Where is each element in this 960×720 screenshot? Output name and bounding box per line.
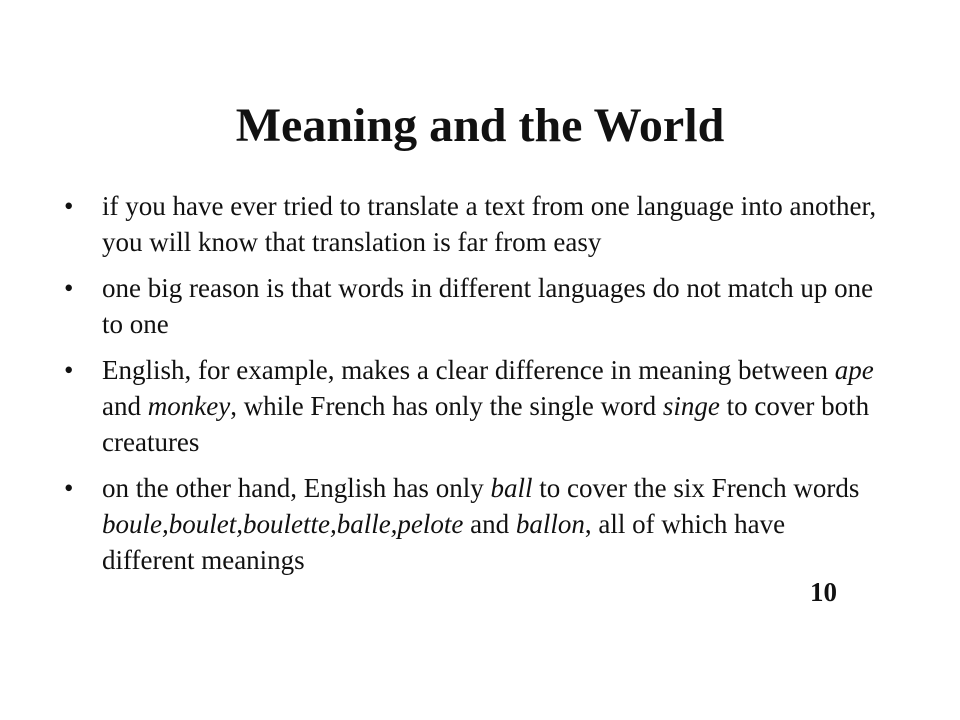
italic-term: ballon xyxy=(515,509,585,539)
bullet-text: to cover both creatures xyxy=(102,391,870,457)
bullet-item xyxy=(60,352,880,460)
page-number: 10 xyxy=(810,577,837,607)
bullet-text: if you have ever tried to translate a text from one language into another, you will know that translation is far from easy xyxy=(102,191,877,257)
bullet-marker: • xyxy=(64,355,74,385)
bullet-marker: • xyxy=(64,273,74,303)
italic-term: monkey xyxy=(147,391,231,421)
bullet-marker: • xyxy=(64,473,74,503)
bullet-text: , all of which have different meanings xyxy=(102,509,786,575)
bullet-list xyxy=(60,188,880,588)
bullet-text: to cover the six French words xyxy=(532,473,860,503)
bullet-text: on the other hand, English has only xyxy=(102,473,491,503)
bullet-item xyxy=(60,470,880,578)
slide-title: Meaning and the World xyxy=(235,99,725,152)
bullet-item xyxy=(60,270,880,342)
bullet-text: one big reason is that words in different languages do not match up one to one xyxy=(102,273,874,339)
bullet-text: and xyxy=(102,391,148,421)
bullet-text: English, for example, makes a clear difference in meaning between xyxy=(102,355,835,385)
italic-term: ball xyxy=(490,473,533,503)
italic-term: ape xyxy=(834,355,874,385)
bullet-marker: • xyxy=(64,191,74,221)
bullet-item xyxy=(60,188,880,260)
bullet-text: , while French has only the single word xyxy=(230,391,663,421)
italic-term: singe xyxy=(662,391,720,421)
bullet-text: and xyxy=(463,509,516,539)
italic-term: boule,boulet,boulette,balle,pelote xyxy=(102,509,464,539)
